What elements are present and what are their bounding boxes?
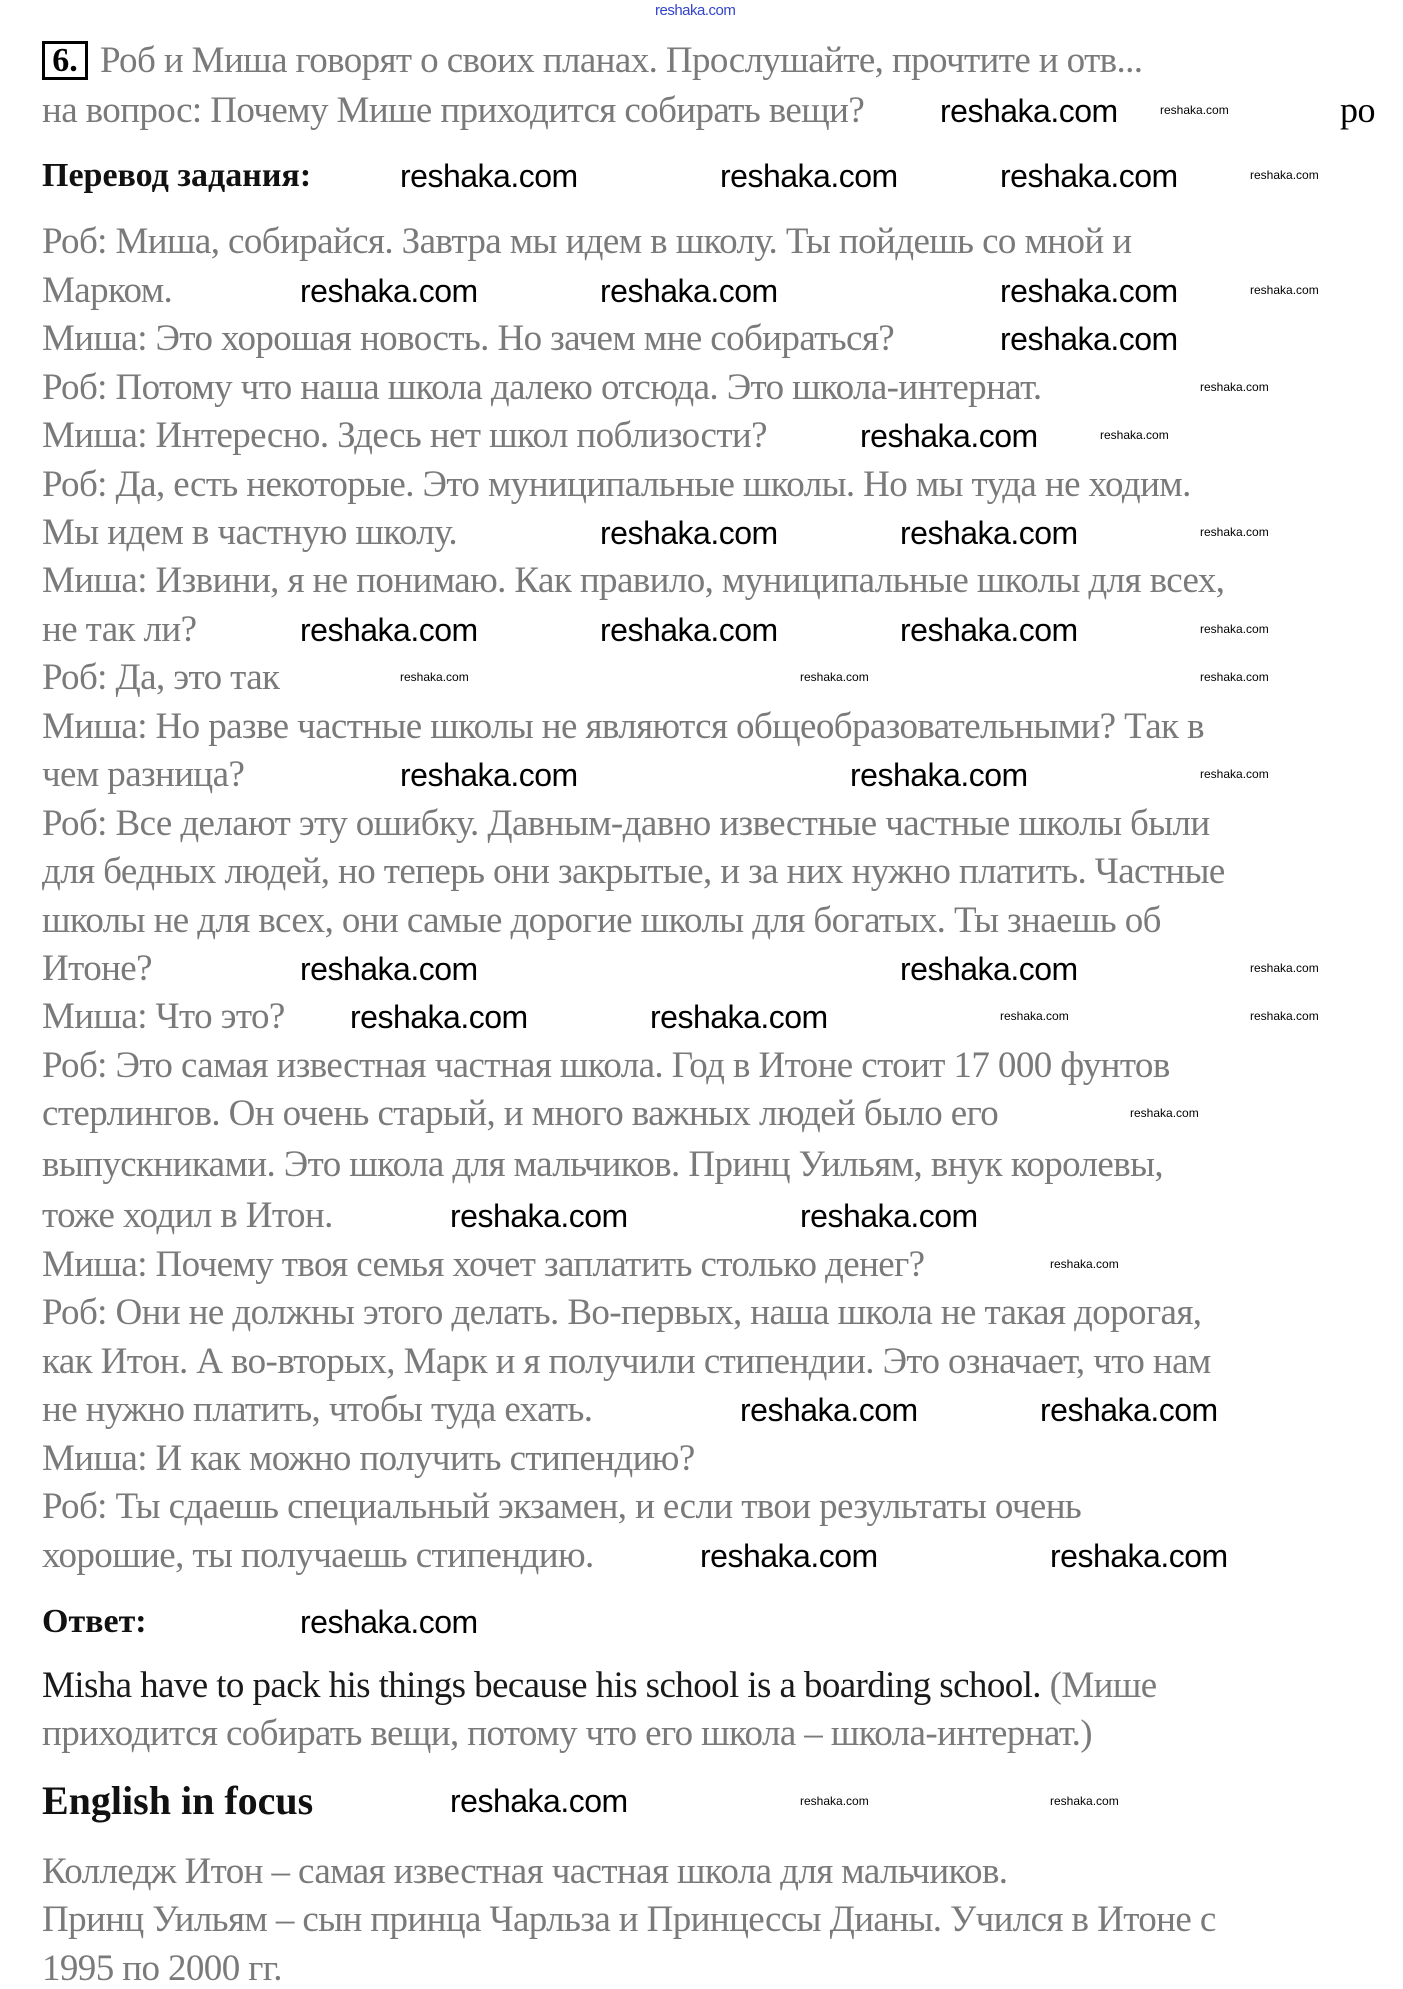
dialogue-line: Роб: Да, есть некоторые. Это муниципальные школы. Но мы туда не ходим. [42, 464, 1191, 505]
watermark[interactable]: reshaka.com [1040, 1392, 1218, 1428]
dialogue-line: Мы идем в частную школу. [42, 512, 457, 553]
watermark-small[interactable]: reshaka.com [1200, 622, 1269, 636]
dialogue-line: Миша: И как можно получить стипендию? [42, 1438, 695, 1479]
dialogue-line: школы не для всех, они самые дорогие школы для богатых. Ты знаешь об [42, 900, 1161, 941]
watermark[interactable]: reshaka.com [700, 1538, 878, 1574]
task-overlay: ро [1340, 90, 1375, 130]
dialogue-line: Роб: Миша, собирайся. Завтра мы идем в школу. Ты пойдешь со мной и [42, 221, 1132, 262]
watermark[interactable]: reshaka.com [450, 1783, 628, 1819]
watermark[interactable]: reshaka.com [850, 757, 1028, 793]
watermark[interactable]: reshaka.com [400, 158, 578, 194]
dialogue-line: хорошие, ты получаешь стипендию. [42, 1535, 594, 1576]
watermark-small[interactable]: reshaka.com [1050, 1257, 1119, 1271]
dialogue-line: чем разница? [42, 754, 245, 795]
watermark[interactable]: reshaka.com [900, 951, 1078, 987]
dialogue-line: выпускниками. Это школа для мальчиков. Принц Уильям, внук королевы, [42, 1144, 1164, 1185]
watermark[interactable]: reshaka.com [450, 1198, 628, 1234]
watermark[interactable]: reshaka.com [1000, 273, 1178, 309]
watermark[interactable]: reshaka.com [300, 612, 478, 648]
watermark[interactable]: reshaka.com [900, 612, 1078, 648]
dialogue-line: Миша: Извини, я не понимаю. Как правило, муниципальные школы для всех, [42, 560, 1225, 601]
watermark-small[interactable]: reshaka.com [1000, 1009, 1069, 1023]
translation-heading: Перевод задания: [42, 157, 312, 194]
watermark[interactable]: reshaka.com [720, 158, 898, 194]
answer-english: Misha have to pack his things because his school is a boarding school. [42, 1665, 1041, 1706]
watermark[interactable]: reshaka.com [600, 612, 778, 648]
watermark-small[interactable]: reshaka.com [1250, 961, 1319, 975]
dialogue-line: стерлингов. Он очень старый, и много важных людей было его [42, 1093, 999, 1134]
answer-russian-start: (Мише [1049, 1665, 1157, 1706]
watermark[interactable]: reshaka.com [800, 1198, 978, 1234]
dialogue-line: Миша: Почему твоя семья хочет заплатить столько денег? [42, 1244, 925, 1285]
watermark-small[interactable]: reshaka.com [1050, 1794, 1119, 1808]
watermark-small[interactable]: reshaka.com [1250, 283, 1319, 297]
dialogue-line: Роб: Потому что наша школа далеко отсюда. Это школа-интернат. [42, 367, 1042, 408]
watermark[interactable]: reshaka.com [300, 951, 478, 987]
dialogue-line: Миша: Интересно. Здесь нет школ поблизости? [42, 415, 767, 456]
task-number: 6. [42, 41, 88, 80]
dialogue-line: Роб: Это самая известная частная школа. Год в Итоне стоит 17 000 фунтов [42, 1045, 1170, 1086]
dialogue-line: тоже ходил в Итон. [42, 1195, 333, 1236]
watermark[interactable]: reshaka.com [600, 273, 778, 309]
watermark-small[interactable]: reshaka.com [400, 670, 469, 684]
answer-line [42, 1664, 1157, 1708]
watermark-small[interactable]: reshaka.com [1250, 168, 1319, 182]
watermark[interactable]: reshaka.com [300, 273, 478, 309]
dialogue-line: Марком. [42, 270, 173, 311]
dialogue-line: Миша: Но разве частные школы не являются общеобразовательными? Так в [42, 706, 1204, 747]
dialogue-line: Роб: Да, это так [42, 657, 280, 698]
watermark[interactable]: reshaka.com [600, 515, 778, 551]
watermark-small[interactable]: reshaka.com [1200, 767, 1269, 781]
watermark-small[interactable]: reshaka.com [800, 670, 869, 684]
dialogue-line: Роб: Ты сдаешь специальный экзамен, и если твои результаты очень [42, 1486, 1082, 1527]
watermark[interactable]: reshaka.com [940, 93, 1118, 129]
focus-line: Колледж Итон – самая известная частная школа для мальчиков. [42, 1851, 1008, 1892]
watermark[interactable]: reshaka.com [1000, 158, 1178, 194]
dialogue-line: Миша: Это хорошая новость. Но зачем мне собираться? [42, 318, 895, 359]
watermark-small[interactable]: reshaka.com [1200, 670, 1269, 684]
watermark[interactable]: reshaka.com [400, 757, 578, 793]
task-line: Роб и Миша говорят о своих планах. Прослушайте, прочтите и отв... [100, 40, 1143, 81]
dialogue-line: Роб: Они не должны этого делать. Во-первых, наша школа не такая дорогая, [42, 1292, 1202, 1333]
dialogue-line: как Итон. А во-вторых, Марк и я получили стипендии. Это означает, что нам [42, 1341, 1211, 1382]
dialogue-line: Итоне? [42, 948, 152, 989]
watermark-small[interactable]: reshaka.com [1250, 1009, 1319, 1023]
watermark[interactable]: reshaka.com [1050, 1538, 1228, 1574]
watermark[interactable]: reshaka.com [1000, 321, 1178, 357]
watermark-top[interactable]: reshaka.com [655, 2, 736, 19]
watermark[interactable]: reshaka.com [740, 1392, 918, 1428]
watermark-small[interactable]: reshaka.com [1160, 103, 1229, 117]
watermark[interactable]: reshaka.com [900, 515, 1078, 551]
watermark-small[interactable]: reshaka.com [1200, 380, 1269, 394]
dialogue-line: Миша: Что это? [42, 996, 285, 1037]
focus-heading: English in focus [42, 1778, 314, 1823]
watermark[interactable]: reshaka.com [860, 418, 1038, 454]
dialogue-line: для бедных людей, но теперь они закрытые, и за них нужно платить. Частные [42, 851, 1225, 892]
watermark-small[interactable]: reshaka.com [1130, 1106, 1199, 1120]
answer-heading: Ответ: [42, 1603, 147, 1640]
answer-russian: приходится собирать вещи, потому что его школа – школа-интернат.) [42, 1713, 1092, 1754]
watermark-small[interactable]: reshaka.com [1200, 525, 1269, 539]
watermark[interactable]: reshaka.com [300, 1604, 478, 1640]
focus-line: 1995 по 2000 гг. [42, 1948, 282, 1989]
watermark-small[interactable]: reshaka.com [800, 1794, 869, 1808]
task-line: на вопрос: Почему Мише приходится собирать вещи? [42, 90, 865, 131]
watermark[interactable]: reshaka.com [350, 999, 528, 1035]
watermark[interactable]: reshaka.com [650, 999, 828, 1035]
focus-line: Принц Уильям – сын принца Чарльза и Принцессы Дианы. Учился в Итоне с [42, 1899, 1216, 1940]
watermark-small[interactable]: reshaka.com [1100, 428, 1169, 442]
dialogue-line: не нужно платить, чтобы туда ехать. [42, 1389, 593, 1430]
dialogue-line: Роб: Все делают эту ошибку. Давным-давно известные частные школы были [42, 803, 1210, 844]
dialogue-line: не так ли? [42, 609, 197, 650]
